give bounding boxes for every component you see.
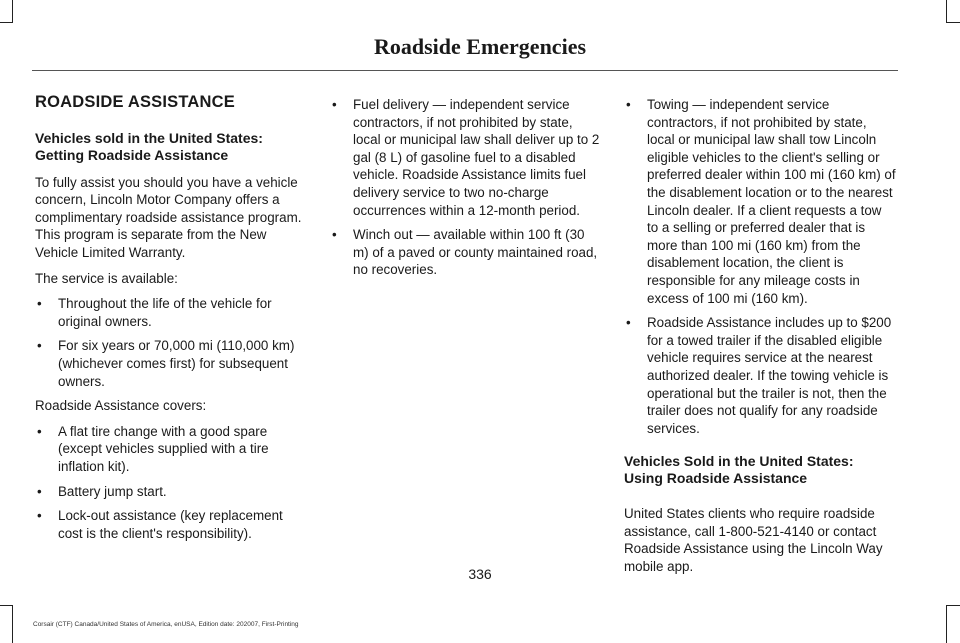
column-left [35,94,305,549]
services-list [330,96,602,279]
crop-mark-top-right-v [946,0,947,22]
crop-mark-bottom-left-v [12,605,13,643]
list-item: • A flat tire change with a good spare (except vehicles supplied with a tire inflation kit). [37,423,269,474]
crop-mark-top-left-v [12,0,13,22]
list-item: • Roadside Assistance includes up to $200 for a towed trailer if the disabled eligible vehicle requires service at the nearest authorized dealer. If the towing vehicle is operational but the trailer is not, then the trailer does not qualify for any roadside services. [626,315,892,436]
subheading-line-1: Vehicles Sold in the United States: [624,453,854,470]
footer-edition-text: Corsair (CTF) Canada/United States of America, enUSA, Edition date: 202007, First-Printing [33,621,299,628]
crop-mark-top-left-h [0,22,13,23]
subheading-line-1: Vehicles sold in the United States: [35,129,263,146]
list-item: • For six years or 70,000 mi (110,000 km) (whichever comes first) for subsequent owners. [37,338,295,389]
crop-mark-bottom-left-h [0,605,13,606]
column-right [624,96,896,584]
list-item: • Fuel delivery — independent service contractors, if not prohibited by state, local or municipal law shall deliver up to 2 gal (8 L) of gasoline fuel to a disabled vehicle. Roadside Assistance limits fuel delivery service to two no-charge occurrences within a 12-month period. [332,97,600,218]
bullet-icon: • [332,227,337,243]
bullet-icon: • [332,97,337,112]
list-item: • Throughout the life of the vehicle for original owners. [37,296,272,329]
subheading-line-2: Getting Roadside Assistance [35,146,229,163]
page-number: 336 [468,566,492,582]
subheading-using-assistance [624,453,896,487]
covers-label: Roadside Assistance covers: [35,398,207,414]
bullet-icon: • [37,296,42,312]
bullet-icon: • [37,423,42,439]
crop-mark-bottom-right-v [946,605,947,643]
crop-mark-top-right-h [946,22,960,23]
bullet-icon: • [37,338,42,354]
page-title: Roadside Emergencies [373,34,587,59]
usage-paragraph: United States clients who require roadside assistance, call 1-800-521-4140 or contact Roadside Assistance using the Lincoln Way mobile app. [624,506,883,575]
bullet-icon: • [37,508,42,524]
list-item: • Winch out — available within 100 ft (30 m) of a paved or county maintained road, no recoveries. [332,227,598,278]
bullet-icon: • [37,483,42,499]
list-item: • Battery jump start. [37,483,167,499]
bullet-icon: • [626,315,631,331]
column-middle [330,96,602,286]
header-divider [32,70,898,71]
available-list [35,295,305,390]
subheading-getting-assistance [35,130,305,164]
list-item: • Lock-out assistance (key replacement cost is the client's responsibility). [37,508,283,541]
subheading-line-2: Using Roadside Assistance [624,470,808,487]
available-label: The service is available: [35,270,178,286]
towing-list [624,96,896,437]
covers-list [35,423,305,543]
crop-mark-bottom-right-h [946,605,960,606]
list-item: • Towing — independent service contractors, if not prohibited by state, local or municipal law shall tow Lincoln eligible vehicles to the client's selling or preferred dealer within 100 mi (160 km) of the disablement location or to the nearest Lincoln dealer. If a client requests a tow to a selling or preferred dealer that is more than 100 mi (160 km) from the disablement location, the client is responsible for any mileage costs in excess of 100 mi (160 km). [626,97,896,306]
intro-paragraph: To fully assist you should you have a vehicle concern, Lincoln Motor Company offers a complimentary roadside assistance program. This program is separate from the New Vehicle Limited Warranty. [35,174,302,260]
section-heading: ROADSIDE ASSISTANCE [35,93,235,111]
bullet-icon: • [626,97,631,112]
